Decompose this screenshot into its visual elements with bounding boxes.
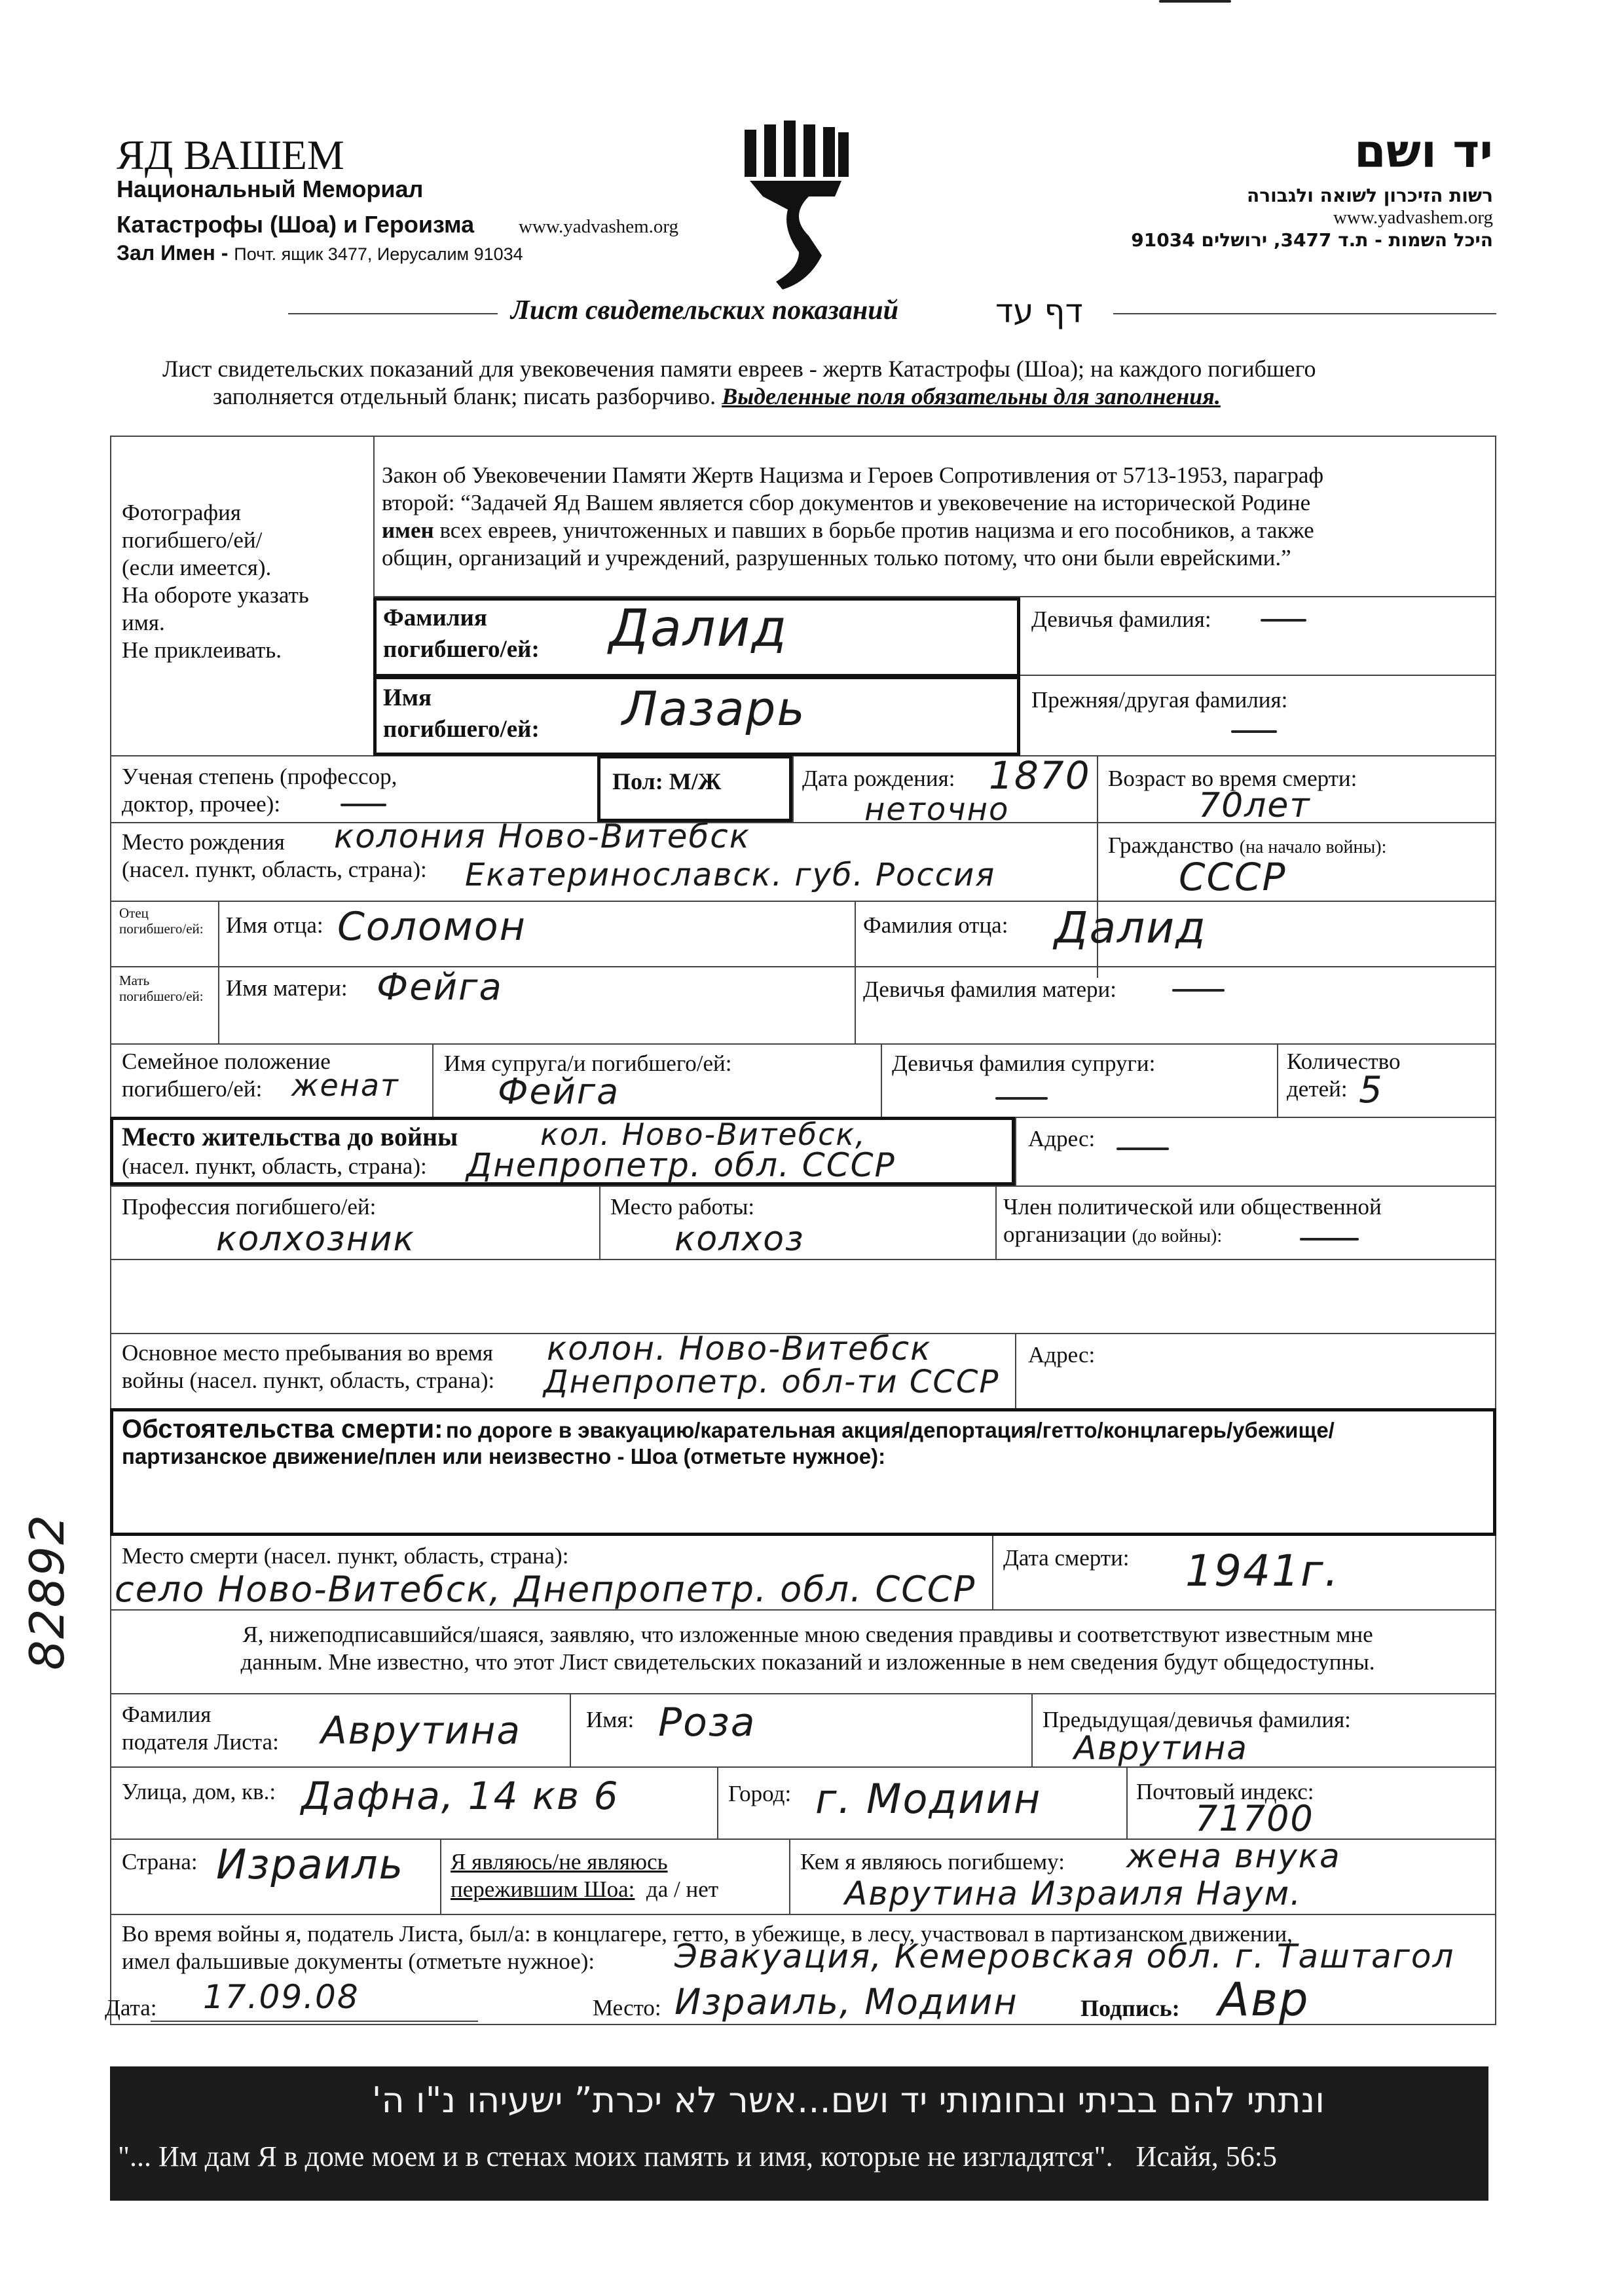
children-value[interactable]: 5 [1359,1069,1384,1111]
country-value[interactable]: Израиль [216,1840,405,1888]
date-value[interactable]: 17.09.08 [203,1978,360,2016]
law-names: имен [382,517,434,543]
address-label: Адрес: [1028,1126,1096,1151]
submitter-wartime-value[interactable]: Эвакуация, Кемеровская обл. г. Таштагол [674,1937,1455,1975]
street-label: Улица, дом, кв.: [122,1779,276,1804]
org-title-ru: ЯД ВАШЕМ [117,132,344,178]
city-value[interactable]: г. Модиин [815,1775,1042,1823]
member-label2: организации [1003,1222,1126,1247]
submitter-surname-value[interactable]: Аврутина [321,1708,521,1753]
age-label: Возраст во время смерти: [1108,766,1357,791]
degree-label1: Ученая степень (профессор, [122,764,397,789]
declaration-line2: данным. Мне известно, что этот Лист свидетельских показаний и изложенные в нем сведения будут общедоступны. [240,1649,1375,1675]
birth-label: Дата рождения: [802,766,955,791]
children-label1: Количество [1287,1049,1401,1074]
degree-label [122,763,397,818]
relation-label: Кем я являюсь погибшему: [800,1849,1065,1875]
children-label2: детей: [1287,1076,1348,1102]
country-label: Страна: [122,1849,198,1875]
father-surname-value[interactable]: Далид [1054,903,1207,953]
member-dash [1300,1238,1359,1241]
father-name-value[interactable]: Соломон [337,904,526,950]
yad-vashem-logo [737,118,855,295]
wartime-label [122,1339,494,1394]
work-value[interactable]: колхоз [674,1220,805,1259]
prev-surname-dash [1231,730,1277,733]
street-value[interactable]: Дафна, 14 кв 6 [301,1774,619,1818]
law-line1: Закон об Увековечении Памяти Жертв Нацизма и Героев Сопротивления от 5713-1953, параграф [382,462,1324,488]
sex-label: Пол: М/Ж [612,768,722,794]
age-value[interactable]: 70лет [1198,786,1311,825]
submitter-prev-label: Предыдущая/девичья фамилия: [1043,1707,1351,1732]
name-label1: Имя [383,684,432,711]
prev-surname-label: Прежняя/другая фамилия: [1031,687,1288,713]
photo-instructions [122,499,371,664]
declaration [122,1621,1494,1676]
hall-he: היכל השמות - ת.ד 3477, ירושלים 91034 [1131,229,1493,251]
intro-line1: Лист свидетельских показаний для увековечения памяти евреев - жертв Катастрофы (Шоа); на каждого погибшего [162,356,1316,382]
circumstances-options2: партизанское движение/плен или неизвестно - Шоа (отметьте нужное): [122,1444,886,1468]
wartime-label2: войны (насел. пункт, область, страна): [122,1368,495,1393]
deathdate-value[interactable]: 1941г. [1185,1546,1340,1596]
org-line1: Национальный Мемориал [117,176,424,202]
place-label: Место: [593,1995,661,2021]
mother-name-label: Имя матери: [226,975,348,1001]
submitter-name-label: Имя: [586,1707,635,1732]
birthplace-label2: (насел. пункт, область, страна): [122,857,427,882]
deathplace-label: Место смерти (насел. пункт, область, страна): [122,1543,569,1569]
mother-side-label: Мать погибшего/ей: [119,973,204,1004]
law-line3-text: всех евреев, уничтоженных и павших в борьбе против нацизма и его пособников, а также [434,517,1314,543]
spouse-maiden-dash [995,1097,1048,1100]
mother-maiden-dash [1172,989,1225,992]
footer-banner [110,2066,1488,2201]
sign-label: Подпись: [1080,1995,1180,2021]
residence-value2[interactable]: Днепропетр. обл. СССР [466,1146,896,1184]
surname-label [383,603,540,665]
degree-dash [341,804,386,806]
mother-maiden-label: Девичья фамилия матери: [863,977,1116,1002]
hall-address: Почт. ящик 3477, Иерусалим 91034 [234,244,523,264]
submitter-wartime-label2: имел фальшивые документы (отметьте нужное): [122,1949,595,1974]
father-side-label: Отец погибшего/ей: [119,905,204,937]
relation-value1[interactable]: жена внука [1126,1837,1341,1875]
org-title-he: יד ושם [1354,124,1493,178]
intro-required: Выделенные поля обязательны для заполнения. [722,383,1221,409]
law-line4: общин, организаций и учреждений, разрушенных только потому, что они были еврейскими.” [382,545,1291,570]
spouse-value[interactable]: Фейга [498,1071,620,1112]
submitter-surname-label2: подателя Листа: [122,1729,279,1755]
photo-line3: (если имеется). [122,555,272,580]
submitter-prev-value[interactable]: Аврутина [1074,1729,1248,1767]
submitter-surname-label [122,1701,279,1756]
residence-label2: (насел. пункт, область, страна): [122,1153,427,1179]
surname-value[interactable]: Далид [609,599,788,658]
birth-note[interactable]: неточно [864,791,1010,828]
survivor-label2: пережившим Шоа: [451,1876,635,1902]
address2-label: Адрес: [1028,1342,1096,1368]
name-value[interactable]: Лазарь [622,681,806,736]
form-title-ru: Лист свидетельских показаний [511,295,898,326]
citizenship-label-text: Гражданство [1108,832,1234,858]
intro-text: заполняется отдельный бланк; писать разборчиво. [213,383,716,409]
submitter-name-value[interactable]: Роза [658,1700,756,1745]
hall-label: Зал Имен - [117,241,229,265]
name-label2: погибшего/ей: [383,716,540,743]
birthplace-value1[interactable]: колония Ново-Витебск [334,817,750,855]
law-text [382,462,1495,572]
declaration-line1: Я, нижеподписавшийся/шаяся, заявляю, что изложенные мною сведения правдивы и соответствуют известным мне [242,1622,1373,1647]
place-value[interactable]: Израиль, Модиин [674,1981,1018,2023]
photo-line2: погибшего/ей/ [122,527,263,553]
law-line3 [382,517,1495,544]
submitter-wartime-label1: Во время войны я, податель Листа, был/а: в концлагере, гетто, в убежище, в лесу, участвовал в партизанском движении, [122,1921,1293,1947]
date-rule [151,2021,478,2022]
residence-value1[interactable]: кол. Ново-Витебск, [540,1117,866,1152]
member-label [1003,1193,1382,1250]
member-note: (до войны): [1132,1226,1223,1246]
maiden-dash [1261,619,1306,622]
birth-value[interactable]: 1870 [989,753,1091,798]
survivor-label [451,1848,718,1903]
address-dash [1116,1148,1169,1150]
profession-value[interactable]: колхозник [216,1220,415,1259]
father-name-label: Имя отца: [226,912,323,938]
zip-value[interactable]: 71700 [1195,1798,1314,1839]
surname-label2: погибшего/ей: [383,636,540,663]
footer-reference: Исайя, 56:5 [1135,2140,1277,2173]
relation-value2[interactable]: Аврутина Израиля Наум. [845,1875,1302,1912]
city-label: Город: [728,1781,792,1806]
photo-line1: Фотография [122,500,241,525]
website-ru: www.yadvashem.org [519,216,679,237]
circumstances-text [122,1415,1335,1469]
circumstances-options1: по дороге в эвакуацию/карательная акция/депортация/гетто/концлагерь/убежище/ [445,1418,1335,1442]
wartime-value2[interactable]: Днепропетр. обл-ти СССР [544,1364,1000,1400]
wartime-value1[interactable]: колон. Ново-Витебск [547,1330,932,1368]
degree-label2: доктор, прочее): [122,791,281,817]
address2-dash [1159,0,1231,3]
photo-line5: имя. [122,610,165,635]
work-label: Место работы: [610,1194,755,1220]
title-rule-right [1113,313,1496,314]
footer-quote [118,2140,1277,2173]
deathplace-value[interactable]: село Ново-Витебск, Днепропетр. обл. СССР [115,1569,976,1610]
wartime-label1: Основное место пребывания во время [122,1340,494,1366]
profession-label: Профессия погибшего/ей: [122,1194,377,1220]
footer-russian: "... Им дам Я в доме моем и в стенах моих память и имя, которые не изгладятся". [118,2140,1113,2173]
spouse-label: Имя супруга/и погибшего/ей: [444,1051,732,1076]
name-label [383,682,540,745]
org-line-he: רשות הזיכרון לשואה ולגבורה [1247,185,1493,206]
photo-line6: Не приклеивать. [122,637,282,663]
org-line2: Катастрофы (Шоа) и Героизма [117,211,475,238]
father-surname-label: Фамилия отца: [863,912,1008,938]
marital-label1: Семейное положение [122,1049,331,1074]
spouse-maiden-label: Девичья фамилия супруги: [892,1051,1156,1076]
maiden-label: Девичья фамилия: [1031,606,1211,632]
survivor-options[interactable]: да / нет [646,1876,719,1902]
citizenship-note: (на начало войны): [1239,837,1387,857]
marital-label2: погибшего/ей: [122,1076,263,1102]
title-rule-left [288,313,498,314]
zip-label: Почтовый индекс: [1136,1779,1314,1804]
deathdate-label: Дата смерти: [1003,1545,1130,1571]
marital-value[interactable]: женат [291,1068,399,1103]
hall-address-line [117,241,523,265]
intro-line2 [213,382,1221,410]
photo-line4: На обороте указать [122,582,309,608]
citizenship-value[interactable]: СССР [1179,855,1287,899]
website-he: www.yadvashem.org [1333,207,1493,228]
circumstances-label: Обстоятельства смерти: [122,1415,443,1444]
survivor-label1: Я являюсь/не являюсь [451,1849,668,1875]
surname-label1: Фамилия [383,605,487,631]
residence-label: Место жительства до войны [122,1122,458,1151]
signature[interactable]: Авр [1218,1973,1310,2026]
form-title-he: דף עד [995,292,1083,330]
member-label1: Член политической или общественной [1003,1194,1382,1220]
law-line2: второй: “Задачей Яд Вашем является сбор документов и увековечение на исторической Родине [382,490,1311,515]
footer-hebrew: ונתתי להם בביתי ובחומותי יד ושם...אשר לא יכרת” ישעיהו נ"ו ה' [371,2080,1325,2121]
submitter-surname-label1: Фамилия [122,1702,212,1727]
mother-name-value[interactable]: Фейга [377,966,503,1009]
birthplace-label1: Место рождения [122,829,285,855]
date-label: Дата: [105,1995,157,2021]
margin-note: 82892 [20,1513,75,1670]
birthplace-value2[interactable]: Екатеринославск. губ. Россия [465,857,996,893]
